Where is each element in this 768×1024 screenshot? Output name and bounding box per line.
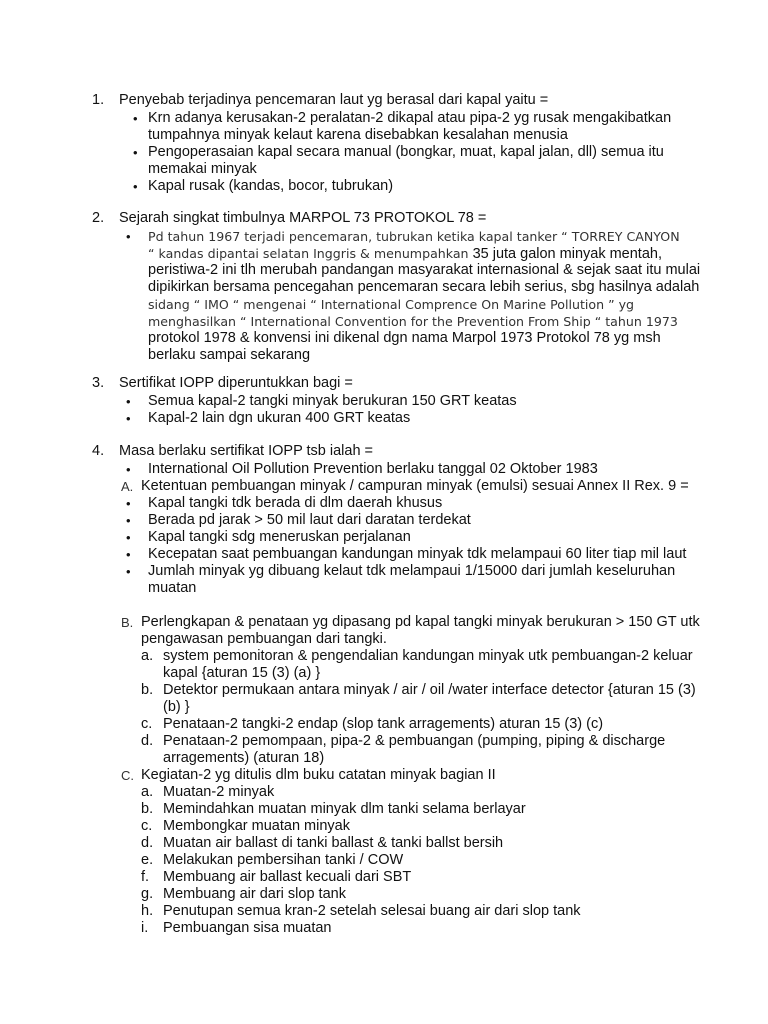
bullet-icon: • <box>126 229 131 244</box>
subsection-a-bullet-3: Kapal tangki sdg meneruskan perjalanan <box>148 529 411 545</box>
section-1-bullet-1-line-1: Krn adanya kerusakan-2 peralatan-2 dikapal atau pipa-2 yg rusak mengakibatkan <box>148 110 672 126</box>
subsection-c-item-d-key: d. <box>141 835 154 851</box>
subsection-b-item-b-key: b. <box>141 682 154 698</box>
bullet-icon: • <box>126 411 131 426</box>
bullet-icon: • <box>126 513 131 528</box>
subsection-c-item-e: Melakukan pembersihan tanki / COW <box>163 852 404 868</box>
subsection-c-item-g-key: g. <box>141 886 154 902</box>
section-1-bullet-2-line-1: Pengoperasaian kapal secara manual (bongkar, muat, kapal jalan, dll) semua itu <box>148 144 664 160</box>
section-2-para-line-4: dipikirkan bersama pencegahan pencemaran secara lebih serius, sbg hasilnya adalah <box>148 279 700 295</box>
section-2-title: Sejarah singkat timbulnya MARPOL 73 PROTOKOL 78 = <box>119 210 487 226</box>
bullet-icon: • <box>126 564 131 579</box>
subsection-a-title: Ketentuan pembuangan minyak / campuran minyak (emulsi) sesuai Annex II Rex. 9 = <box>141 478 689 494</box>
subsection-a-bullet-5-line-1: Jumlah minyak yg dibuang kelaut tdk melampaui 1/15000 dari jumlah keseluruhan <box>148 563 676 579</box>
subsection-c-item-g: Membuang air dari slop tank <box>163 886 346 902</box>
subsection-a-label: A. <box>121 479 134 494</box>
bullet-icon: • <box>133 145 138 160</box>
section-2-para-line-5: sidang “ IMO “ mengenai “ International Comprence On Marine Pollution ” yg <box>148 297 635 312</box>
subsection-b-item-a-line-2: kapal {aturan 15 (3) (a) } <box>163 665 321 681</box>
subsection-b-label: B. <box>121 615 134 630</box>
subsection-c-item-f: Membuang air ballast kecuali dari SBT <box>163 869 412 885</box>
subsection-c-item-c: Membongkar muatan minyak <box>163 818 350 834</box>
section-4-bullet-0: International Oil Pollution Prevention berlaku tanggal 02 Oktober 1983 <box>148 461 598 477</box>
subsection-c-title: Kegiatan-2 yg ditulis dlm buku catatan minyak bagian II <box>141 767 496 783</box>
bullet-icon: • <box>126 394 131 409</box>
bullet-icon: • <box>126 530 131 545</box>
section-3-number: 3. <box>92 375 105 391</box>
section-2-para-line-1: Pd tahun 1967 terjadi pencemaran, tubrukan ketika kapal tanker “ TORREY CANYON <box>148 229 680 244</box>
bullet-icon: • <box>133 179 138 194</box>
subsection-b-item-b-line-2: (b) } <box>163 699 190 715</box>
bullet-icon: • <box>126 547 131 562</box>
subsection-c-label: C. <box>121 768 134 783</box>
subsection-b-title-line-1: Perlengkapan & penataan yg dipasang pd kapal tangki minyak berukuran > 150 GT utk <box>141 614 700 630</box>
section-1-bullet-1-line-2: tumpahnya minyak kelaut karena disebabkan kesalahan menusia <box>148 127 568 143</box>
section-2-para-line-6: menghasilkan “ International Convention for the Prevention From Ship “ tahun 1973 <box>148 314 678 329</box>
section-2-para-line-2a: “ kandas dipantai selatan Inggris & menumpahkan <box>148 246 469 261</box>
section-3-title: Sertifikat IOPP diperuntukkan bagi = <box>119 375 353 391</box>
section-3-bullet-2: Kapal-2 lain dgn ukuran 400 GRT keatas <box>148 410 411 426</box>
section-1-bullet-2-line-2: memakai minyak <box>148 161 257 177</box>
subsection-c-item-i-key: i. <box>141 920 149 936</box>
subsection-b-item-d-line-1: Penataan-2 pemompaan, pipa-2 & pembuangan (pumping, piping & discharge <box>163 733 666 749</box>
subsection-a-bullet-1: Kapal tangki tdk berada di dlm daerah khusus <box>148 495 443 511</box>
section-2-para-line-3: peristiwa-2 ini tlh merubah pandangan masyarakat internasional & sejak saat itu mulai <box>148 262 701 278</box>
section-2-para-line-7: protokol 1978 & konvensi ini dikenal dgn nama Marpol 1973 Protokol 78 yg msh <box>148 330 661 346</box>
subsection-a-bullet-4: Kecepatan saat pembuangan kandungan minyak tdk melampaui 60 liter tiap mil laut <box>148 546 687 562</box>
subsection-a-bullet-5-line-2: muatan <box>148 580 197 596</box>
subsection-b-item-c-key: c. <box>141 716 153 732</box>
section-2-para-line-2b: 35 juta galon minyak mentah, <box>468 246 662 262</box>
subsection-b-item-a-key: a. <box>141 648 154 664</box>
bullet-icon: • <box>133 111 138 126</box>
bullet-icon: • <box>126 496 131 511</box>
subsection-c-item-a: Muatan-2 minyak <box>163 784 275 800</box>
subsection-b-title-line-2: pengawasan pembuangan dari tangki. <box>141 631 387 647</box>
subsection-c-item-i: Pembuangan sisa muatan <box>163 920 332 936</box>
section-1-title: Penyebab terjadinya pencemaran laut yg berasal dari kapal yaitu = <box>119 92 549 108</box>
subsection-c-item-d: Muatan air ballast di tanki ballast & tanki ballst bersih <box>163 835 504 851</box>
section-4-title: Masa berlaku sertifikat IOPP tsb ialah = <box>119 443 374 459</box>
section-4-number: 4. <box>92 443 105 459</box>
subsection-c-item-a-key: a. <box>141 784 154 800</box>
section-2-number: 2. <box>92 210 105 226</box>
subsection-c-item-h: Penutupan semua kran-2 setelah selesai buang air dari slop tank <box>163 903 581 919</box>
section-2-para-line-8: berlaku sampai sekarang <box>148 347 311 363</box>
subsection-c-item-b: Memindahkan muatan minyak dlm tanki selama berlayar <box>163 801 526 817</box>
subsection-b-item-d-line-2: arragements) (aturan 18) <box>163 750 325 766</box>
section-1-bullet-3: Kapal rusak (kandas, bocor, tubrukan) <box>148 178 394 194</box>
subsection-c-item-h-key: h. <box>141 903 154 919</box>
subsection-b-item-d-key: d. <box>141 733 154 749</box>
subsection-b-item-a-line-1: system pemonitoran & pengendalian kandungan minyak utk pembuangan-2 keluar <box>163 648 693 664</box>
subsection-c-item-e-key: e. <box>141 852 154 868</box>
bullet-icon: • <box>126 462 131 477</box>
subsection-a-bullet-2: Berada pd jarak > 50 mil laut dari daratan terdekat <box>148 512 471 528</box>
section-2-para-line-2 <box>148 245 662 263</box>
section-3-bullet-1: Semua kapal-2 tangki minyak berukuran 150 GRT keatas <box>148 393 517 409</box>
section-1-number: 1. <box>92 92 105 108</box>
subsection-b-item-c-line-1: Penataan-2 tangki-2 endap (slop tank arragements) aturan 15 (3) (c) <box>163 716 604 732</box>
subsection-c-item-b-key: b. <box>141 801 154 817</box>
subsection-b-item-b-line-1: Detektor permukaan antara minyak / air / oil /water interface detector {aturan 15 (3) <box>163 682 696 698</box>
subsection-c-item-c-key: c. <box>141 818 153 834</box>
subsection-c-item-f-key: f. <box>141 869 150 885</box>
